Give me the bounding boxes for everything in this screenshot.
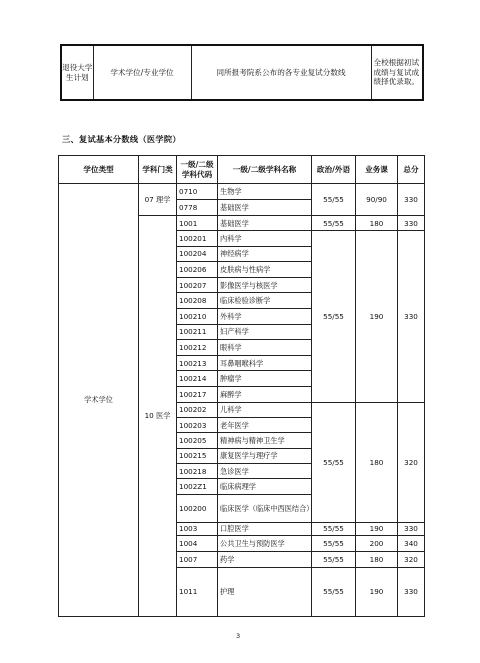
code-cell: 1004 — [177, 535, 218, 551]
code-cell: 100205 — [177, 433, 218, 448]
code-cell: 1003 — [177, 522, 218, 535]
code-cell: 100200 — [177, 494, 218, 522]
total-cell: 330 — [398, 522, 425, 535]
header-major-course: 业务课 — [356, 156, 398, 184]
code-cell: 100204 — [177, 246, 218, 262]
plan-category: 退役大学生计划 — [61, 45, 93, 100]
code-cell: 1001 — [177, 216, 218, 231]
code-cell: 100215 — [177, 448, 218, 463]
total-cell: 330 — [398, 216, 425, 231]
code-cell: 100208 — [177, 293, 218, 309]
code-cell: 1011 — [177, 567, 218, 616]
code-cell: 100212 — [177, 340, 218, 356]
politics-cell: 55/55 — [312, 184, 356, 216]
name-cell: 公共卫生与预防医学 — [218, 535, 312, 551]
code-cell: 100211 — [177, 324, 218, 340]
section-heading: 三、复试基本分数线（医学院） — [62, 134, 181, 144]
politics-cell: 55/55 — [312, 231, 356, 403]
header-name: 一级/二级学科名称 — [218, 156, 312, 184]
category-science: 07 理学 — [139, 184, 177, 216]
name-cell: 护理 — [218, 567, 312, 616]
name-cell: 耳鼻咽喉科学 — [218, 355, 312, 371]
name-cell: 口腔医学 — [218, 522, 312, 535]
name-cell: 皮肤病与性病学 — [218, 262, 312, 278]
major-cell: 180 — [356, 551, 398, 567]
code-cell: 100207 — [177, 277, 218, 293]
code-cell: 100203 — [177, 417, 218, 432]
name-cell: 急诊医学 — [218, 464, 312, 479]
name-cell: 基础医学 — [218, 216, 312, 231]
total-cell: 330 — [398, 567, 425, 616]
code-cell: 100213 — [177, 355, 218, 371]
table-row — [59, 184, 425, 200]
name-cell: 肿瘤学 — [218, 371, 312, 387]
code-cell: 0778 — [177, 200, 218, 216]
plan-degree: 学术学位/专业学位 — [93, 45, 191, 100]
table-row — [61, 45, 423, 100]
name-cell: 妇产科学 — [218, 324, 312, 340]
name-cell: 生物学 — [218, 184, 312, 200]
header-row — [59, 156, 425, 184]
major-cell: 200 — [356, 535, 398, 551]
politics-cell: 55/55 — [312, 567, 356, 616]
total-cell: 330 — [398, 184, 425, 216]
major-cell: 180 — [356, 402, 398, 522]
name-cell: 眼科学 — [218, 340, 312, 356]
name-cell: 麻醉学 — [218, 386, 312, 402]
header-total: 总分 — [398, 156, 425, 184]
name-cell: 临床医学（临床中西医结合） — [218, 494, 312, 522]
name-cell: 儿科学 — [218, 402, 312, 417]
major-cell: 190 — [356, 567, 398, 616]
code-cell: 1007 — [177, 551, 218, 567]
code-cell: 0710 — [177, 184, 218, 200]
code-cell: 100214 — [177, 371, 218, 387]
header-degree-type: 学位类型 — [59, 156, 139, 184]
code-cell: 100201 — [177, 231, 218, 247]
politics-cell: 55/55 — [312, 551, 356, 567]
code-cell: 100217 — [177, 386, 218, 402]
politics-cell: 55/55 — [312, 402, 356, 522]
header-code: 一级/二级学科代码 — [177, 156, 218, 184]
name-cell: 药学 — [218, 551, 312, 567]
total-cell: 320 — [398, 551, 425, 567]
major-cell: 90/90 — [356, 184, 398, 216]
degree-type-cell: 学术学位 — [59, 184, 139, 617]
header-field-category: 学科门类 — [139, 156, 177, 184]
major-cell: 180 — [356, 216, 398, 231]
top-table — [60, 44, 424, 101]
code-cell: 100210 — [177, 308, 218, 324]
politics-cell: 55/55 — [312, 216, 356, 231]
name-cell: 神经病学 — [218, 246, 312, 262]
name-cell: 精神病与精神卫生学 — [218, 433, 312, 448]
total-cell: 320 — [398, 402, 425, 522]
name-cell: 康复医学与理疗学 — [218, 448, 312, 463]
code-cell: 100218 — [177, 464, 218, 479]
politics-cell: 55/55 — [312, 535, 356, 551]
plan-score-line: 同所报考院系公布的各专业复试分数线 — [191, 45, 371, 100]
major-cell: 190 — [356, 231, 398, 403]
name-cell: 外科学 — [218, 308, 312, 324]
name-cell: 基础医学 — [218, 200, 312, 216]
score-table — [58, 155, 425, 617]
header-politics-foreign: 政治/外语 — [312, 156, 356, 184]
total-cell: 330 — [398, 231, 425, 403]
politics-cell: 55/55 — [312, 522, 356, 535]
total-cell: 340 — [398, 535, 425, 551]
name-cell: 临床检验诊断学 — [218, 293, 312, 309]
plan-note: 全校根据初试成绩与复试成绩择优录取。 — [371, 45, 423, 100]
page-number: 3 — [236, 632, 241, 640]
name-cell: 影像医学与核医学 — [218, 277, 312, 293]
major-cell: 190 — [356, 522, 398, 535]
name-cell: 内科学 — [218, 231, 312, 247]
code-cell: 100206 — [177, 262, 218, 278]
code-cell: 100202 — [177, 402, 218, 417]
code-cell: 1002Z1 — [177, 479, 218, 494]
category-medicine: 10 医学 — [139, 216, 177, 617]
name-cell: 临床病理学 — [218, 479, 312, 494]
name-cell: 老年医学 — [218, 417, 312, 432]
